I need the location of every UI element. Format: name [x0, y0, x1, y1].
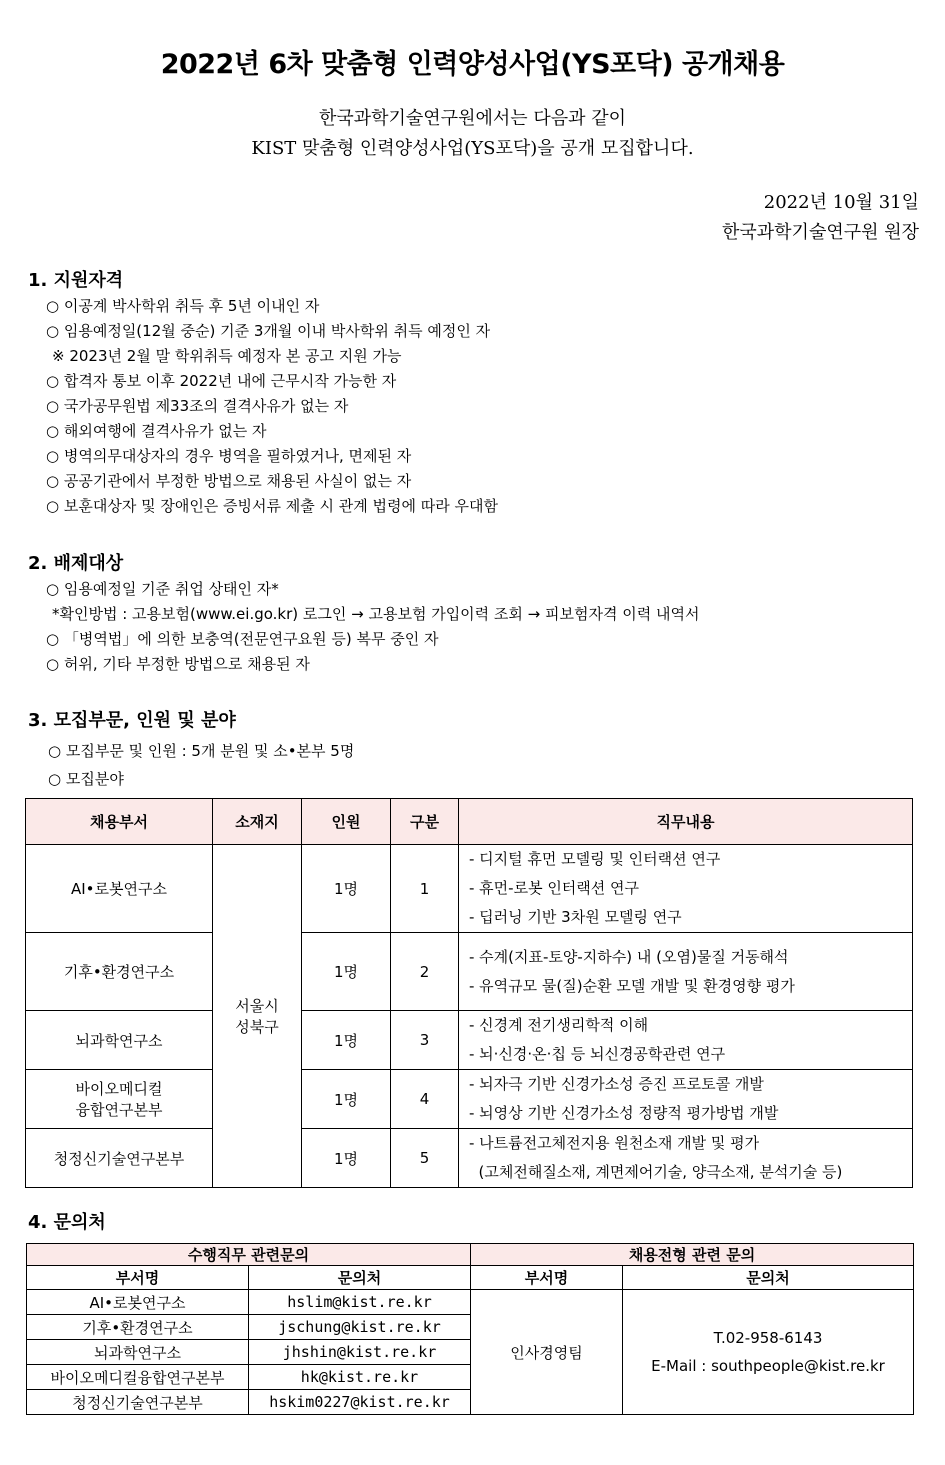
duties-cell: [459, 1129, 913, 1188]
header-contact-2: 문의처: [623, 1266, 914, 1290]
issuer: 한국과학기술연구원 원장: [722, 222, 919, 243]
table-row: [26, 1070, 913, 1129]
table-header-row: [26, 799, 913, 845]
contact-dept: AI•로봇연구소: [27, 1290, 249, 1315]
section-2-list: [46, 577, 699, 677]
duty-line: - 뇌·신경·온·칩 등 뇌신경공학관련 연구: [469, 1045, 726, 1063]
no-cell: 2: [391, 933, 459, 1011]
list-item: ○ 국가공무원법 제33조의 결격사유가 없는 자: [46, 397, 349, 415]
duty-line: - 수계(지표-토양-지하수) 내 (오염)물질 거동해석: [469, 947, 789, 966]
list-item: ○ 임용예정일 기준 취업 상태인 자*: [46, 580, 279, 598]
duty-line: - 디지털 휴먼 모델링 및 인터랙션 연구: [469, 850, 721, 868]
header-contact: 문의처: [249, 1266, 471, 1290]
dept-line: 융합연구본부: [75, 1101, 163, 1119]
header-location: 소재지: [213, 799, 302, 845]
dept-cell: 기후•환경연구소: [26, 933, 213, 1011]
location-cell: [213, 845, 302, 1188]
dept-cell: 청정신기술연구본부: [26, 1129, 213, 1188]
list-item: ○ 이공계 박사학위 취득 후 5년 이내인 자: [46, 297, 320, 315]
contact-email[interactable]: jschung@kist.re.kr: [249, 1315, 471, 1340]
hr-dept: 인사경영팀: [471, 1290, 623, 1415]
table-row: [26, 933, 913, 1011]
duty-line: - 나트륨전고체전지용 원천소재 개발 및 평가: [469, 1134, 760, 1152]
count-cell: 1명: [302, 1129, 391, 1188]
list-item: ○ 임용예정일(12월 중순) 기준 3개월 이내 박사학위 취득 예정인 자: [46, 322, 491, 340]
count-cell: 1명: [302, 1011, 391, 1070]
header-count: 인원: [302, 799, 391, 845]
duty-line: - 휴먼-로봇 인터랙션 연구: [469, 879, 640, 897]
list-item: ○ 모집부문 및 인원 : 5개 분원 및 소•본부 5명: [48, 742, 355, 760]
location-line: 성북구: [235, 1018, 279, 1036]
dept-cell: AI•로봇연구소: [26, 845, 213, 933]
table-row: [26, 1011, 913, 1070]
no-cell: 1: [391, 845, 459, 933]
list-item: ○ 모집분야: [48, 770, 124, 788]
header-dept: 부서명: [27, 1266, 249, 1290]
dept-line: 바이오메디컬: [75, 1080, 163, 1098]
section-3-heading: 3. 모집부문, 인원 및 분야: [28, 710, 236, 731]
page-title: 2022년 6차 맞춤형 인력양성사업(YS포닥) 공개채용: [160, 49, 785, 80]
contact-header-row: [27, 1266, 914, 1290]
list-note: ※ 2023년 2월 말 학위취득 예정자 본 공고 지원 가능: [52, 347, 402, 365]
table-row: [26, 845, 913, 933]
count-cell: 1명: [302, 845, 391, 933]
list-item: ○ 보훈대상자 및 장애인은 증빙서류 제출 시 관계 법령에 따라 우대함: [46, 497, 499, 515]
intro: [0, 104, 945, 164]
duty-line: - 딥러닝 기반 3차원 모델링 연구: [469, 908, 682, 926]
hr-tel: T.02-958-6143: [713, 1329, 823, 1347]
duties-cell: [459, 1011, 913, 1070]
job-table: [25, 798, 913, 1188]
list-item: ○ 병역의무대상자의 경우 병역을 필하였거나, 면제된 자: [46, 447, 412, 465]
contact-row: [27, 1290, 914, 1315]
contact-email[interactable]: hk@kist.re.kr: [249, 1365, 471, 1390]
no-cell: 5: [391, 1129, 459, 1188]
duty-line: - 뇌자극 기반 신경가소성 증진 프로토콜 개발: [469, 1075, 764, 1093]
location-line: 서울시: [235, 997, 279, 1015]
no-cell: 3: [391, 1011, 459, 1070]
list-item: ○ 합격자 통보 이후 2022년 내에 근무시작 가능한 자: [46, 372, 397, 390]
list-item: ○ 허위, 기타 부정한 방법으로 채용된 자: [46, 655, 310, 673]
duty-line: - 유역규모 물(질)순환 모델 개발 및 환경영향 평가: [469, 976, 795, 995]
intro-line-2: KIST 맞춤형 인력양성사업(YS포닥)을 공개 모집합니다.: [251, 138, 694, 159]
count-cell: 1명: [302, 933, 391, 1011]
duty-line: - 뇌영상 기반 신경가소성 정량적 평가방법 개발: [469, 1104, 779, 1122]
date-block: [722, 188, 919, 248]
header-dept-2: 부서명: [471, 1266, 623, 1290]
duties-cell: [459, 1070, 913, 1129]
no-cell: 4: [391, 1070, 459, 1129]
section-1-heading: 1. 지원자격: [28, 270, 124, 291]
header-no: 구분: [391, 799, 459, 845]
list-item: ○ 해외여행에 결격사유가 없는 자: [46, 422, 267, 440]
hr-email[interactable]: E-Mail : southpeople@kist.re.kr: [651, 1357, 885, 1375]
contact-dept: 기후•환경연구소: [27, 1315, 249, 1340]
contact-dept: 바이오메디컬융합연구본부: [27, 1365, 249, 1390]
header-duties: 직무내용: [459, 799, 913, 845]
section-1-list: [46, 294, 498, 519]
contact-email[interactable]: jhshin@kist.re.kr: [249, 1340, 471, 1365]
intro-line-1: 한국과학기술연구원에서는 다음과 같이: [318, 108, 627, 129]
list-item: ○ 공공기관에서 부정한 방법으로 채용된 사실이 없는 자: [46, 472, 412, 490]
header-dept: 채용부서: [26, 799, 213, 845]
count-cell: 1명: [302, 1070, 391, 1129]
contact-email[interactable]: hskim0227@kist.re.kr: [249, 1390, 471, 1415]
contact-email[interactable]: hslim@kist.re.kr: [249, 1290, 471, 1315]
section-4-heading: 4. 문의처: [28, 1212, 106, 1233]
contact-table: [26, 1243, 914, 1415]
table-row: [26, 1129, 913, 1188]
contact-dept: 뇌과학연구소: [27, 1340, 249, 1365]
contact-group-row: [27, 1244, 914, 1266]
group-hiring-inquiry: 채용전형 관련 문의: [471, 1244, 914, 1266]
section-2-heading: 2. 배제대상: [28, 553, 124, 574]
section-3-list: [48, 737, 354, 793]
notice-date: 2022년 10월 31일: [763, 192, 919, 213]
duty-line: - 신경계 전기생리학적 이해: [469, 1016, 649, 1034]
list-item: ○ 「병역법」에 의한 보충역(전문연구요원 등) 복무 중인 자: [46, 630, 439, 648]
dept-cell: [26, 1070, 213, 1129]
dept-cell: 뇌과학연구소: [26, 1011, 213, 1070]
group-job-inquiry: 수행직무 관련문의: [27, 1244, 471, 1266]
hr-contact: [623, 1290, 914, 1415]
duties-cell: [459, 933, 913, 1011]
duty-line: (고체전해질소재, 계면제어기술, 양극소재, 분석기술 등): [469, 1163, 843, 1181]
duties-cell: [459, 845, 913, 933]
contact-dept: 청정신기술연구본부: [27, 1390, 249, 1415]
list-note: *확인방법 : 고용보험(www.ei.go.kr) 로그인 → 고용보험 가입이력 조회 → 피보험자격 이력 내역서: [52, 605, 700, 623]
